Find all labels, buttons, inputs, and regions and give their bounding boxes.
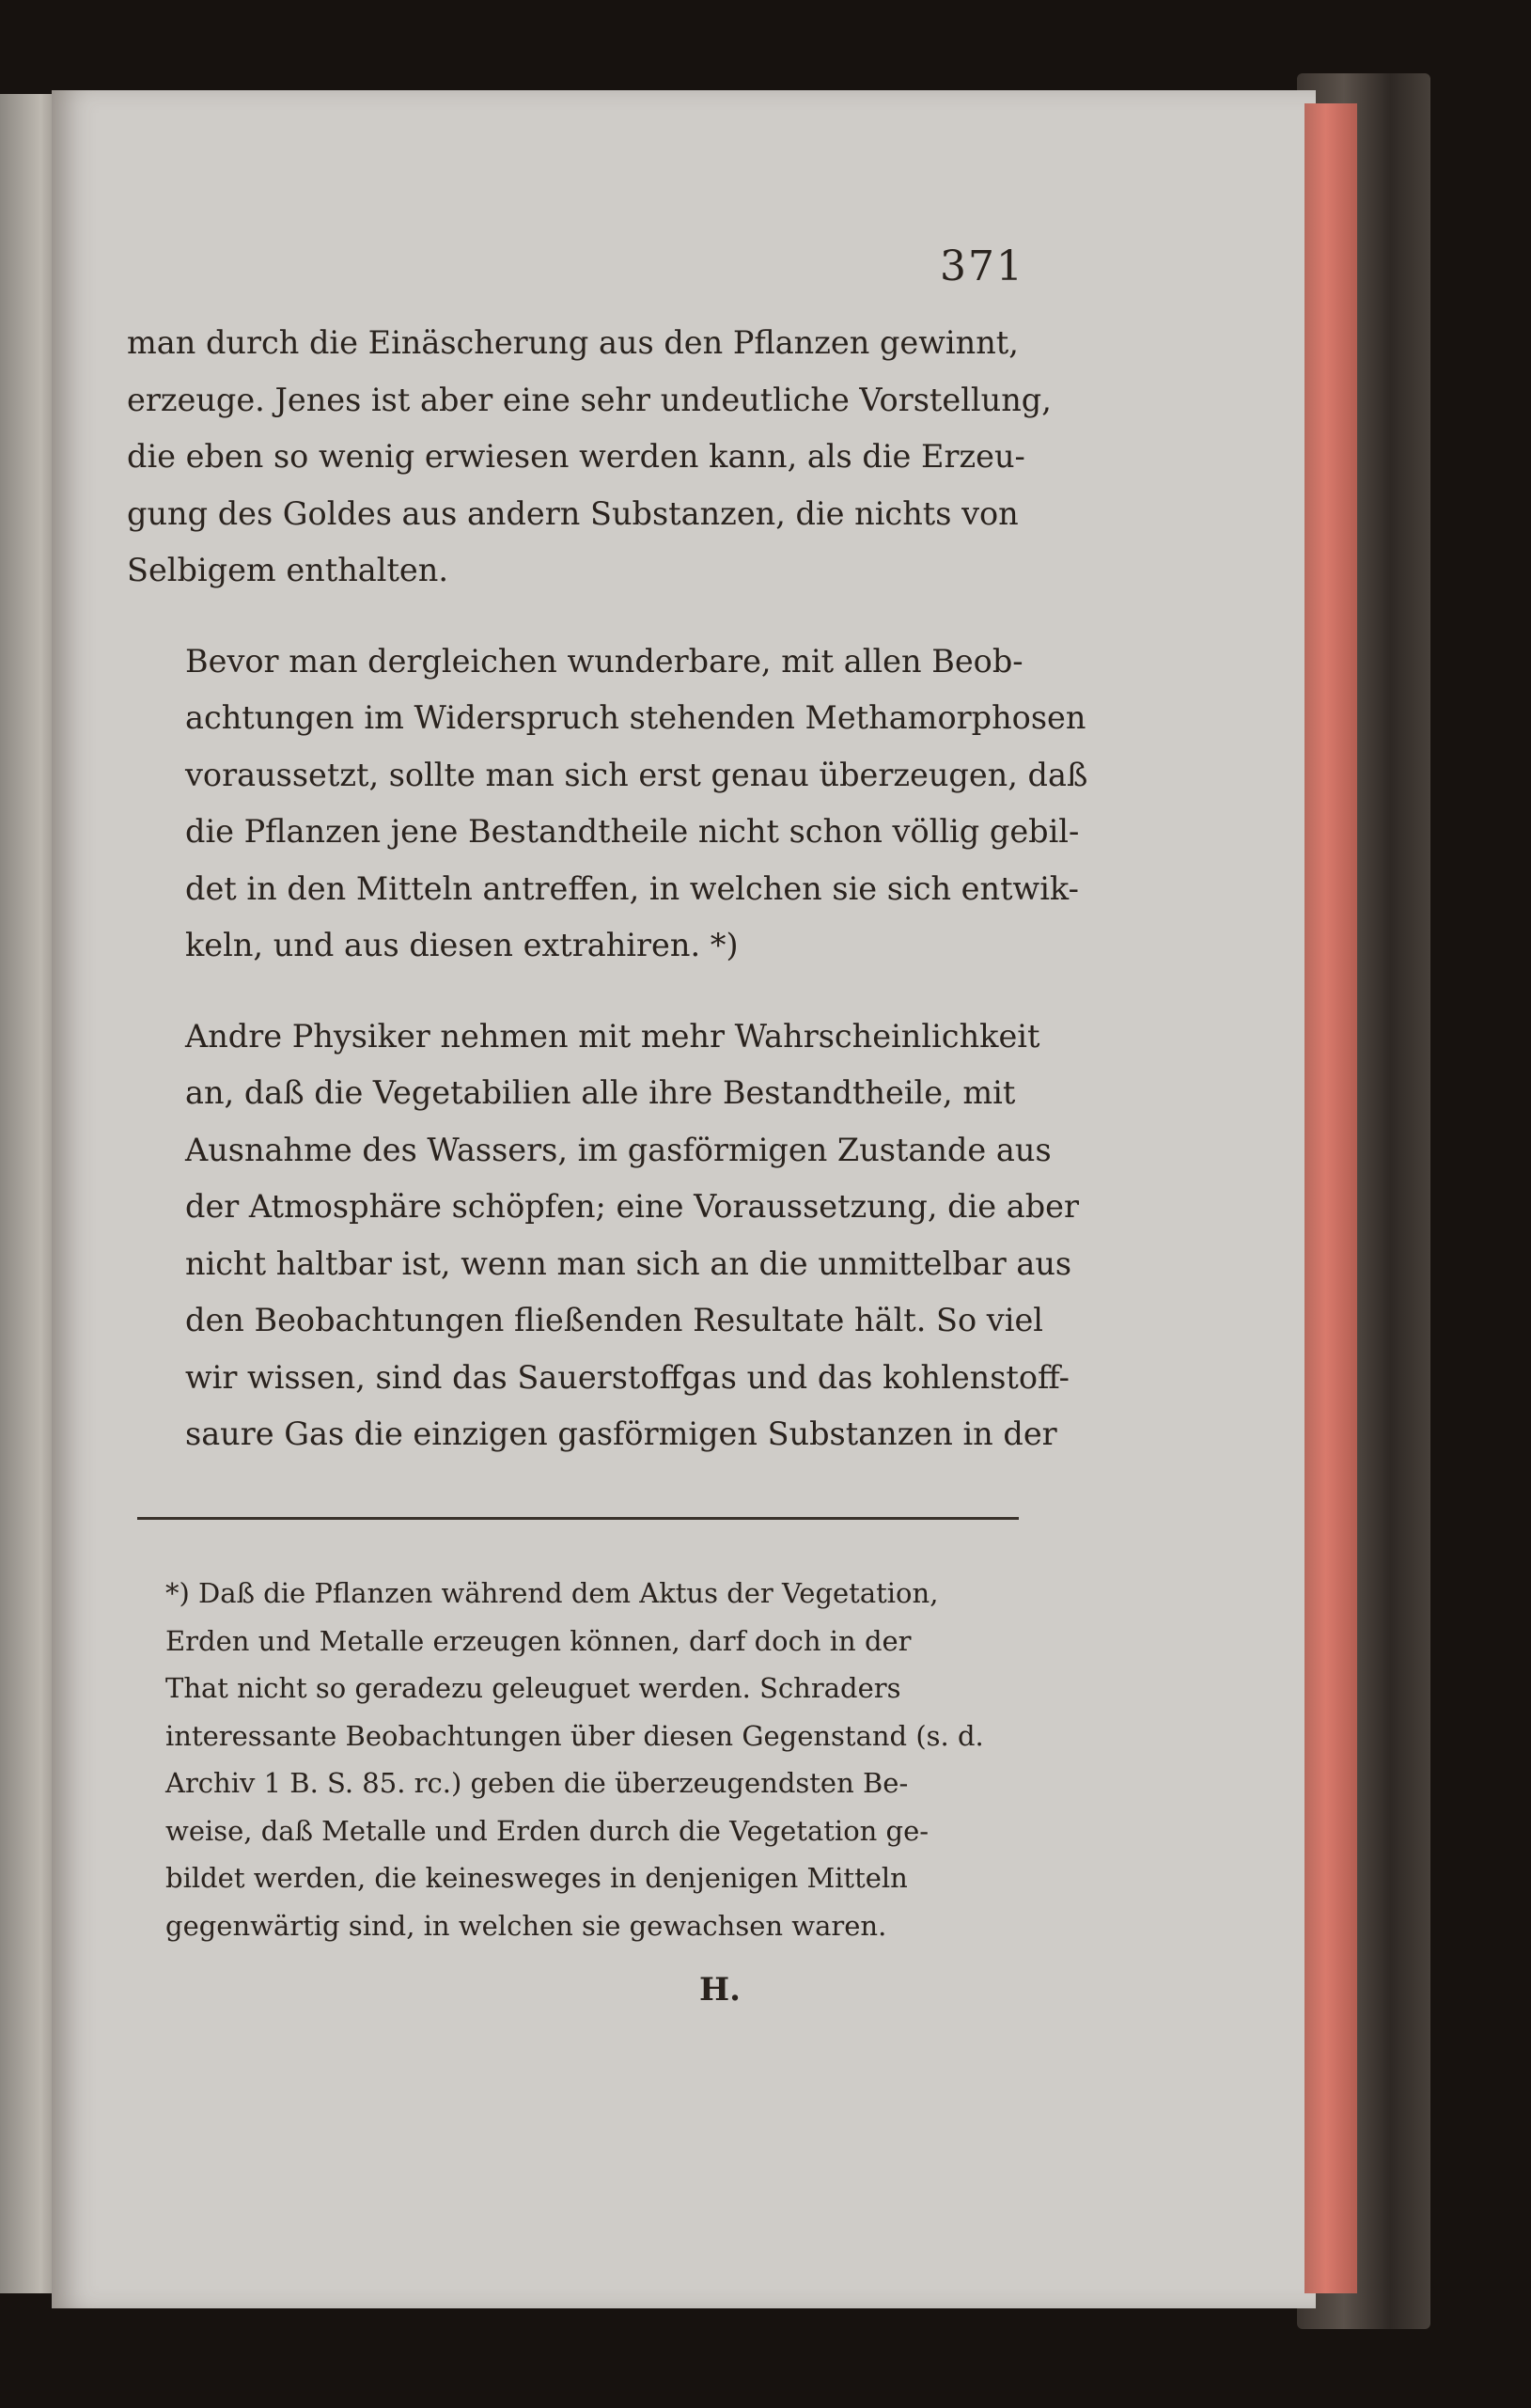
footnote-line: Archiv 1 B. S. 85. rc.) geben die überzeugendsten Be-	[165, 1767, 909, 1799]
text-line: achtungen im Widerspruch stehenden Methamorphosen	[185, 699, 1086, 736]
text-line: erzeuge. Jenes ist aber eine sehr undeutliche Vorstellung,	[127, 381, 1052, 418]
footnote-line: *) Daß die Pflanzen während dem Aktus der Vegetation,	[165, 1577, 939, 1609]
footnote-line: bildet werden, die keinesweges in denjenigen Mitteln	[165, 1862, 908, 1894]
paragraph	[127, 1009, 1080, 1463]
text-line: Selbigem enthalten.	[127, 552, 448, 588]
text-line: der Atmosphäre schöpfen; eine Voraussetzung, die aber	[185, 1188, 1080, 1225]
text-line: Ausnahme des Wassers, im gasförmigen Zustande aus	[185, 1131, 1052, 1168]
footnote-line: interessante Beobachtungen über diesen Gegenstand (s. d.	[165, 1719, 984, 1752]
page-number: 371	[940, 242, 1024, 290]
text-line: saure Gas die einzigen gasförmigen Substanzen in der	[185, 1415, 1057, 1452]
facing-page-edge	[0, 94, 58, 2293]
text-line: det in den Mitteln antreffen, in welchen sie sich entwik-	[185, 869, 1079, 907]
footnote-line: gegenwärtig sind, in welchen sie gewachsen waren.	[165, 1909, 887, 1942]
text-line: nicht haltbar ist, wenn man sich an die unmittelbar aus	[185, 1244, 1072, 1282]
body-text	[127, 315, 1088, 1497]
footnote-line: That nicht so geradezu geleuguet werden. Schraders	[165, 1672, 901, 1704]
footnote-divider	[137, 1517, 1019, 1520]
text-line: die eben so wenig erwiesen werden kann, als die Erzeu-	[127, 438, 1025, 475]
footnote-line: Erden und Metalle erzeugen können, darf doch in der	[165, 1624, 912, 1657]
text-line: den Beobachtungen fließenden Resultate hält. So viel	[185, 1302, 1043, 1338]
page-edge-red	[1304, 103, 1357, 2293]
text-line: an, daß die Vegetabilien alle ihre Bestandtheile, mit	[185, 1074, 1016, 1111]
text-line: gung des Goldes aus andern Substanzen, die nichts von	[127, 494, 1019, 532]
text-line: voraussetzt, sollte man sich erst genau überzeugen, daß	[185, 756, 1088, 793]
text-line: Bevor man dergleichen wunderbare, mit allen Beob-	[185, 642, 1023, 680]
text-line: wir wissen, sind das Sauerstoffgas und das kohlenstoff-	[185, 1358, 1070, 1396]
footnote	[165, 1570, 1016, 1949]
footnote-line: weise, daß Metalle und Erden durch die Vegetation ge-	[165, 1814, 930, 1847]
footnote-signature: H.	[699, 1971, 741, 2009]
text-line: Andre Physiker nehmen mit mehr Wahrscheinlichkeit	[185, 1017, 1040, 1055]
text-line: die Pflanzen jene Bestandtheile nicht schon völlig gebil-	[185, 813, 1080, 850]
paragraph	[127, 633, 1088, 975]
text-line: man durch die Einäscherung aus den Pflanzen gewinnt,	[127, 324, 1019, 361]
text-line: keln, und aus diesen extrahiren. *)	[185, 927, 739, 963]
paragraph	[127, 315, 1052, 600]
